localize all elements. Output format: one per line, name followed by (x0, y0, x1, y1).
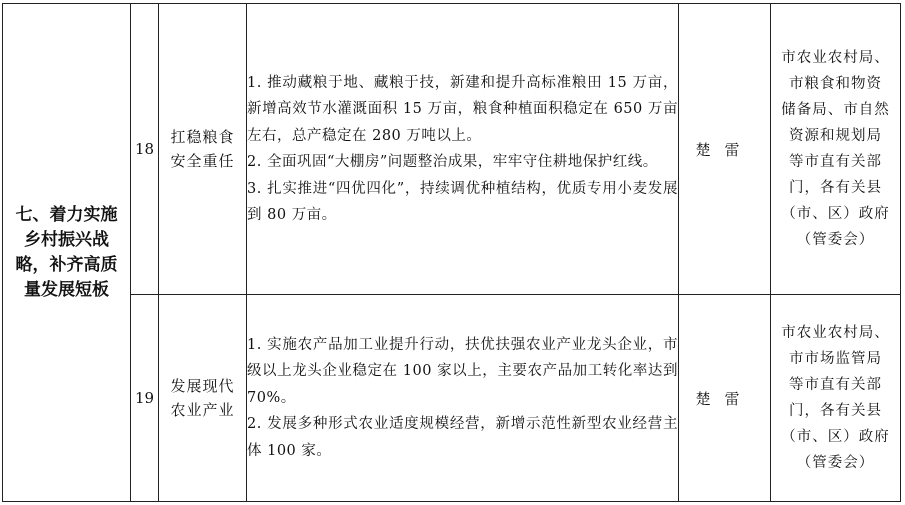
responsible-units-cell (771, 295, 901, 502)
unit-line: 资源和规划局 (789, 128, 882, 144)
measure-item: 1. 推动藏粮于地、藏粮于技，新建和提升高标准粮田 15 万亩，新增高效节水灌溉面积 15 万亩，粮食种植面积稳定在 650 万亩左右，总产稳定在 280 万吨以上。 (247, 74, 678, 144)
unit-line: 市农业农村局、 (781, 325, 890, 341)
measures-cell (247, 295, 679, 502)
unit-line: （市、区）政府 (781, 429, 890, 445)
unit-line: （管委会） (796, 232, 875, 248)
leader-cell: 楚雷 (679, 295, 771, 502)
task-title-line: 安全重任 (170, 152, 235, 170)
measure-item: 1. 实施农产品加工业提升行动，扶优扶强农业产业龙头企业，市级以上龙头企业稳定在 100 家以上，主要农产品加工转化率达到 70%。 (247, 336, 678, 406)
task-title-cell (159, 4, 247, 295)
unit-line: 门，各有关县 (789, 180, 882, 196)
category-line: 乡村振兴战 (24, 229, 109, 250)
unit-line: 等市直有关部 (789, 154, 882, 170)
task-title-line: 农业产业 (170, 401, 235, 419)
category-line: 略，补齐高质 (15, 254, 118, 275)
category-line: 量发展短板 (24, 279, 109, 300)
measure-item: 2. 发展多种形式农业适度规模经营，新增示范性新型农业经营主体 100 家。 (247, 416, 678, 459)
unit-line: 市市场监管局 (789, 351, 882, 367)
unit-line: 储备局、市自然 (781, 102, 890, 118)
unit-line: 等市直有关部 (789, 377, 882, 393)
leader-cell: 楚雷 (679, 4, 771, 295)
task-table (2, 3, 901, 502)
task-title-cell (159, 295, 247, 502)
row-number: 18 (131, 4, 159, 295)
table-row (3, 295, 901, 502)
unit-line: 市粮食和物资 (789, 76, 882, 92)
measure-item: 2. 全面巩固“大棚房”问题整治成果，牢牢守住耕地保护红线。 (247, 154, 658, 170)
task-title-line: 扛稳粮食 (170, 128, 235, 146)
measures-cell (247, 4, 679, 295)
table-row (3, 4, 901, 295)
task-title-line: 发展现代 (170, 377, 235, 395)
unit-line: （市、区）政府 (781, 206, 890, 222)
unit-line: 市农业农村局、 (781, 50, 890, 66)
category-line: 七、着力实施 (15, 204, 118, 225)
category-cell (3, 4, 131, 502)
unit-line: （管委会） (796, 455, 875, 471)
unit-line: 门，各有关县 (789, 403, 882, 419)
row-number: 19 (131, 295, 159, 502)
measure-item: 3. 扎实推进“四优四化”，持续调优种植结构，优质专用小麦发展到 80 万亩。 (247, 180, 678, 223)
responsible-units-cell (771, 4, 901, 295)
